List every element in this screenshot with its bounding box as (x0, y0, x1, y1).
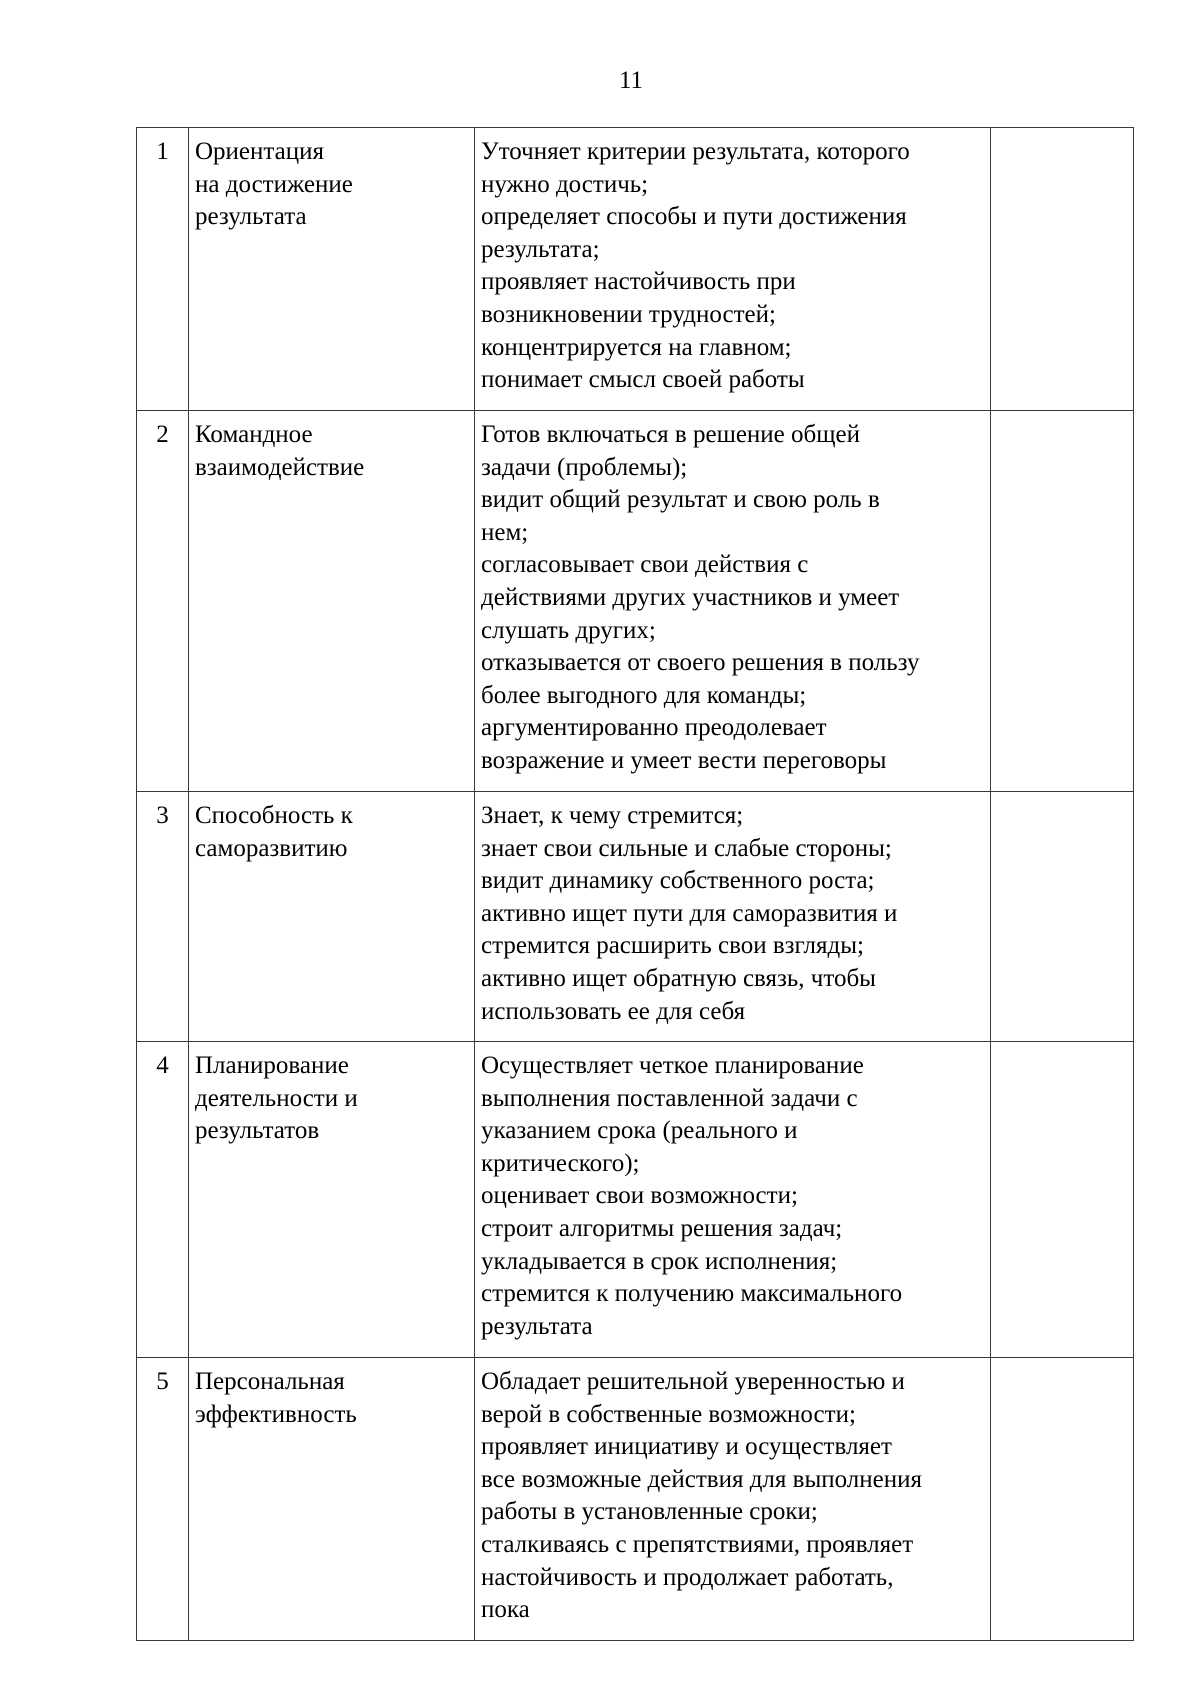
competency-name-line: на достижение (195, 170, 353, 198)
competency-name-line: Ориентация (195, 138, 324, 165)
description-line: концентрируется на главном; (481, 333, 792, 361)
competency-name-line: Командное (195, 421, 313, 448)
row-number: 4 (137, 1042, 189, 1358)
competency-description (475, 128, 991, 411)
competency-description (475, 792, 991, 1042)
competency-name-line: Способность к (195, 802, 353, 829)
description-line: все возможные действия для выполнения (481, 1465, 923, 1493)
competency-name (189, 792, 475, 1042)
description-line: проявляет инициативу и осуществляет (481, 1433, 892, 1461)
description-line: активно ищет обратную связь, чтобы (481, 964, 876, 992)
row-number: 5 (137, 1358, 189, 1641)
empty-cell (991, 1042, 1134, 1358)
description-line: использовать ее для себя (481, 997, 746, 1025)
competency-description (475, 411, 991, 792)
competency-name-line: Персональная (195, 1368, 345, 1395)
description-line: более выгодного для команды; (481, 681, 807, 709)
competency-description (475, 1358, 991, 1641)
description-line: знает свои сильные и слабые стороны; (481, 834, 892, 862)
description-line: строит алгоритмы решения задач; (481, 1214, 843, 1242)
description-line: Обладает решительной уверенностью и (481, 1368, 905, 1395)
description-line: настойчивость и продолжает работать, (481, 1563, 894, 1591)
description-line: оценивает свои возможности; (481, 1182, 798, 1210)
row-number: 3 (137, 792, 189, 1042)
competency-name (189, 1042, 475, 1358)
description-line: слушать других; (481, 616, 656, 644)
description-line: Осуществляет четкое планирование (481, 1052, 864, 1079)
description-line: результата (481, 1312, 593, 1340)
competency-name-line: эффективность (195, 1400, 357, 1428)
description-line: нужно достичь; (481, 170, 649, 198)
description-line: определяет способы и пути достижения (481, 203, 907, 231)
description-line: работы в установленные сроки; (481, 1498, 818, 1526)
description-line: активно ищет пути для саморазвития и (481, 899, 898, 927)
table-row (137, 1358, 1134, 1641)
competency-name-line: результата (195, 203, 307, 231)
description-line: указанием срока (реального и (481, 1117, 798, 1145)
competency-name-line: Планирование (195, 1052, 349, 1079)
empty-cell (991, 128, 1134, 411)
description-line: возражение и умеет вести переговоры (481, 746, 887, 774)
competency-table (136, 127, 1134, 1641)
description-line: Уточняет критерии результата, которого (481, 138, 910, 165)
description-line: согласовывает свои действия с (481, 551, 809, 579)
table-row (137, 792, 1134, 1042)
empty-cell (991, 1358, 1134, 1641)
competency-name (189, 128, 475, 411)
empty-cell (991, 792, 1134, 1042)
competency-name (189, 411, 475, 792)
description-line: стремится расширить свои взгляды; (481, 932, 864, 960)
competency-name-line: саморазвитию (195, 834, 348, 862)
description-line: Готов включаться в решение общей (481, 421, 860, 448)
description-line: результата; (481, 235, 600, 263)
description-line: верой в собственные возможности; (481, 1400, 856, 1428)
description-line: видит динамику собственного роста; (481, 867, 875, 895)
table-row (137, 128, 1134, 411)
description-line: задачи (проблемы); (481, 453, 688, 481)
competency-table-body (137, 128, 1134, 1641)
description-line: нем; (481, 518, 529, 546)
description-line: аргументированно преодолевает (481, 714, 827, 742)
page-number: 11 (618, 67, 644, 94)
empty-cell (991, 411, 1134, 792)
competency-name (189, 1358, 475, 1641)
description-line: пока (481, 1596, 530, 1624)
competency-description (475, 1042, 991, 1358)
description-line: Знает, к чему стремится; (481, 802, 744, 829)
description-line: понимает смысл своей работы (481, 366, 805, 394)
table-row (137, 411, 1134, 792)
description-line: укладывается в срок исполнения; (481, 1247, 838, 1275)
competency-name-line: взаимодействие (195, 453, 365, 481)
description-line: выполнения поставленной задачи с (481, 1084, 858, 1112)
row-number: 2 (137, 411, 189, 792)
description-line: отказывается от своего решения в пользу (481, 649, 920, 677)
description-line: критического); (481, 1149, 640, 1177)
competency-name-line: результатов (195, 1117, 320, 1145)
table-row (137, 1042, 1134, 1358)
description-line: действиями других участников и умеет (481, 583, 900, 611)
row-number: 1 (137, 128, 189, 411)
description-line: сталкиваясь с препятствиями, проявляет (481, 1530, 914, 1558)
description-line: возникновении трудностей; (481, 300, 776, 328)
description-line: видит общий результат и свою роль в (481, 486, 880, 514)
competency-name-line: деятельности и (195, 1084, 358, 1112)
description-line: стремится к получению максимального (481, 1280, 903, 1308)
description-line: проявляет настойчивость при (481, 268, 796, 296)
